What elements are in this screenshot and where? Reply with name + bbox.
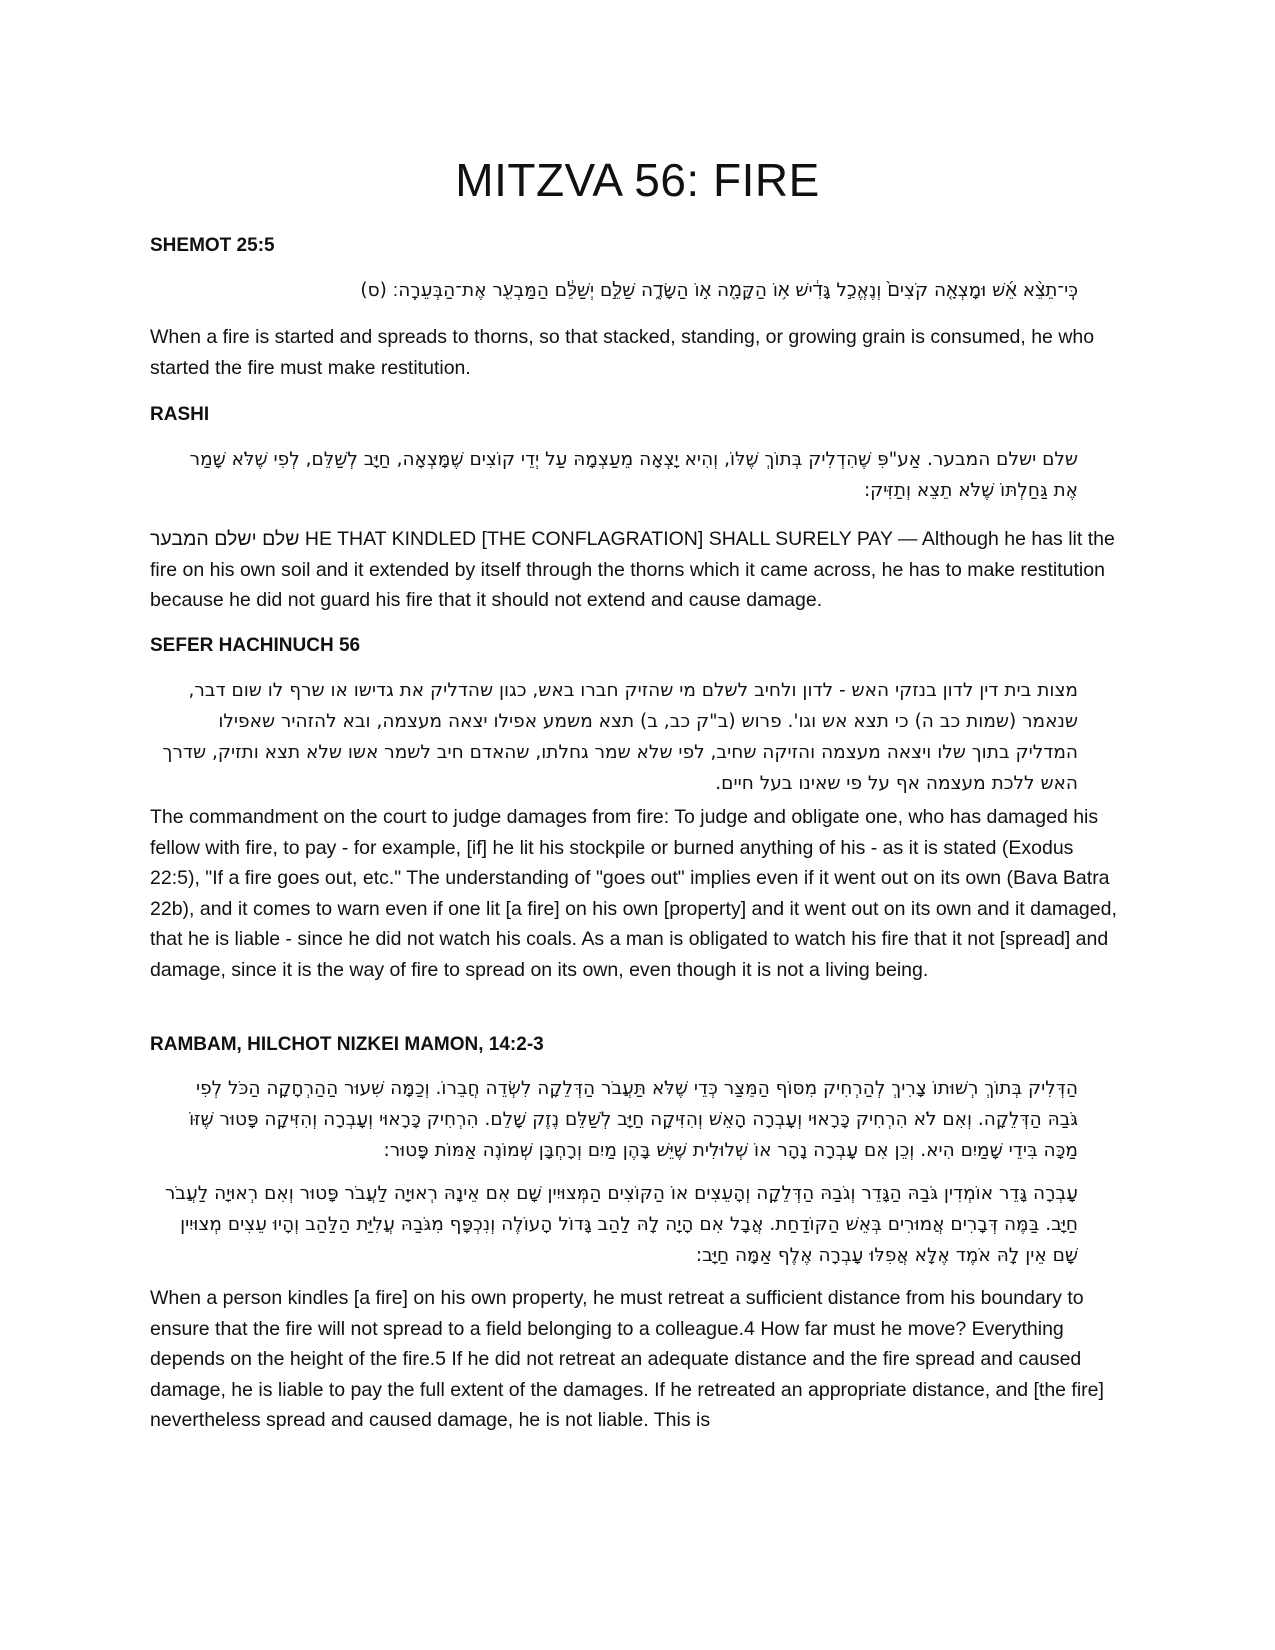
shemot-hebrew-verse: כִּֽי־תֵצֵ֨א אֵ֜שׁ וּמָצְאָ֤ה קֹצִים֙ וְנֶאֱכַ֣ל גָּדִ֔ישׁ א֥וֹ הַקָּמָ֖ה א֣וֹ הַשָּׂדֶ֑ה שַׁלֵּ֣ם יְשַׁלֵּ֔ם הַמַּבְעִ֖ר אֶת־הַבְּעֵרָֽה׃ (ס) xyxy=(360,280,1078,301)
chinuch-translation: The commandment on the court to judge damages from fire: To judge and obligate one, who has damaged his fellow with fire, to pay - for example, [if] he lit his stockpile or burned anything of his - as it is stated (Exodus 22:5), "If a fire goes out, etc." The understanding of "goes out" implies even if it went out on its own (Bava Batra 22b), and it comes to warn even if one lit [a fire] on his own [property] and it went out on its own and it damaged, that he is liable - since he did not watch his coals. As a man is obligated to watch his fire that it not [spread] and damage, since it is the way of fire to spread on its own, even though it is not a living being. xyxy=(150,806,1117,981)
rashi-hebrew-commentary: שלם ישלם המבער. אַע"פִּ שֶׁהִדְלִיק בְּתוֹךְ שֶׁלּוֹ, וְהִיא יָצְאָה מֵעַצְמָהּ עַל יְדֵי קוֹצִים שֶׁמָּצְאָה, חַיָּב לְשַׁלֵּם, לְפִי שֶׁלֹּא שָׁמַר אֶת גַּחַלְתּוֹ שֶׁלֹּא תֵצֵא וְתַזִּיק: xyxy=(189,449,1078,501)
rambam-heading: RAMBAM, HILCHOT NIZKEI MAMON, 14:2-3 xyxy=(150,1034,544,1055)
chinuch-hebrew-text: מצות בית דין לדון בנזקי האש - לדון ולחיב לשלם מי שהזיק חברו באש, כגון שהדליק את גדישו או שרף לו שום דבר, שנאמר (שמות כב ה) כי תצא אש וגו'. פרוש (ב"ק כב, ב) תצא משמע אפילו יצאה מעצמה, ובא להזהיר שאפילו המדליק בתוך שלו ויצאה מעצמה והזיקה שחיב, לפי שלא שמר גחלתו, שהאדם חיב לשמר אשו שלא תצא ותזיק, שדרך האש ללכת מעצמה אף על פי שאינו בעל חיים. xyxy=(162,680,1078,794)
page-title: MITZVA 56: FIRE xyxy=(455,154,820,206)
rambam-translation: When a person kindles [a fire] on his own property, he must retreat a sufficient distance from his boundary to ensure that the fire will not spread to a field belonging to a colleague.4 How far must he move? Everything depends on the height of the fire.5 If he did not retreat an adequate distance and the fire spread and caused damage, he is liable to pay the full extent of the damages. If he retreated an appropriate distance, and [the fire] nevertheless spread and caused damage, he is not liable. This is xyxy=(150,1287,1104,1431)
rashi-translation xyxy=(150,524,1125,616)
rambam-hebrew-halacha-3: עָבְרָה גָּדֵר אוֹמְדִין גֹּבַהּ הַגָּדֵר וְגֹבַהּ הַדְּלֵקָה וְהָעֵצִים אוֹ הַקּוֹצִים הַמְּצוּיִין שָׁם אִם אֵינָהּ רְאוּיָה לַעֲבֹר פָּטוּר וְאִם רְאוּיָה לַעֲבֹר חַיָּב. בַּמֶּה דְּבָרִים אֲמוּרִים בְּאֵשׁ הַקּוֹדַחַת. אֲבָל אִם הָיָה לָהּ לַהַב גָּדוֹל הָעוֹלֶה וְנִכְפָּף מִגֹּבַהּ עֲלִיַּת הַלַּהַב וְהָיוּ עֵצִים מְצוּיִין שָׁם אֵין לָהּ אֹמֶד אֶלָּא אֲפִלּוּ עָבְרָה אֶלֶף אַמָּה חַיָּב: xyxy=(164,1183,1078,1266)
shemot-translation: When a fire is started and spreads to thorns, so that stacked, standing, or growing grain is consumed, he who started the fire must make restitution. xyxy=(150,326,1095,379)
shemot-heading: SHEMOT 25:5 xyxy=(150,235,275,256)
rashi-heading: RASHI xyxy=(150,404,210,425)
chinuch-heading: SEFER HACHINUCH 56 xyxy=(150,635,361,656)
rashi-translation-lead: שלם ישלם המבער xyxy=(150,528,300,550)
rambam-hebrew-halacha-2: הַדְּלִיק בְּתוֹךְ רְשׁוּתוֹ צָרִיךְ לְהַרְחִיק מִסּוֹף הַמֵּצַר כְּדֵי שֶׁלֹּא תַּעֲבֹר הַדְּלֵקָה לִשְׂדֵה חֲבֵרוֹ. וְכַמָּה שִׁעוּר הַהַרְחָקָה הַכֹּל לְפִי גֹּבַהּ הַדְּלֵקָה. וְאִם לֹא הִרְחִיק כָּרָאוּי וְעָבְרָה הָאֵשׁ וְהִזִּיקָה חַיָּב לְשַׁלֵּם נֶזֶק שָׁלֵם. הִרְחִיק כָּרָאוּי וְעָבְרָה וְהִזִּיקָה פָּטוּר שֶׁזּוֹ מַכָּה בִּידֵי שָׁמַיִם הִיא. וְכֵן אִם עָבְרָה נָהָר אוֹ שְׁלוּלִית שֶׁיֵּשׁ בָּהֶן מַיִם וְרָחְבָּן שְׁמוֹנֶה אַמּוֹת פָּטוּר: xyxy=(189,1078,1078,1161)
rashi-translation-body: HE THAT KINDLED [THE CONFLAGRATION] SHALL SURELY PAY — Although he has lit the fire on his own soil and it extended by itself through the thorns which it came across, he has to make restitution because he did not guard his fire that it should not extend and cause damage. xyxy=(150,528,1115,611)
